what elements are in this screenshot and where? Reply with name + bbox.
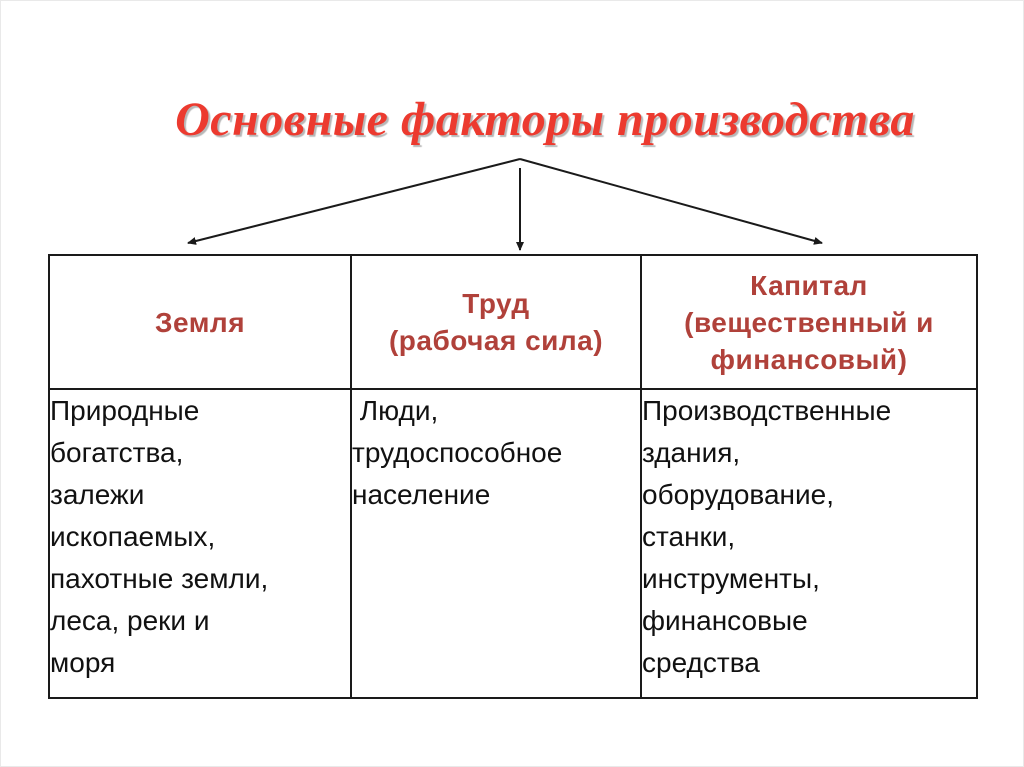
cell-labor <box>351 389 641 698</box>
cell-labor-line: Люди, <box>352 395 439 426</box>
cell-capital-line: инструменты, <box>642 563 820 594</box>
header-land-line: Земля <box>154 306 246 338</box>
cell-labor-line: трудоспособное <box>352 437 563 468</box>
cell-capital-line: оборудование, <box>642 479 835 510</box>
cell-capital-line: здания, <box>642 437 741 468</box>
cell-capital-line: Производственные <box>642 395 892 426</box>
factors-table <box>48 254 978 699</box>
arrow-to-capital <box>520 159 822 243</box>
arrow-to-land <box>188 159 520 243</box>
header-capital-line: финансовый) <box>710 343 908 375</box>
header-land <box>49 255 351 389</box>
cell-land-line: пахотные земли, <box>50 563 269 594</box>
cell-land-line: залежи <box>50 479 145 510</box>
header-labor <box>351 255 641 389</box>
cell-capital-line: станки, <box>642 521 736 552</box>
cell-land-line: леса, реки и <box>50 605 210 636</box>
cell-labor-line: население <box>352 479 491 510</box>
cell-land-line: ископаемых, <box>50 521 216 552</box>
slide-title: Основные факторы производства <box>175 93 915 146</box>
cell-capital-line: финансовые <box>642 605 808 636</box>
header-capital-line: (вещественный и <box>684 306 934 338</box>
cell-land-line: моря <box>50 647 116 678</box>
header-labor-line: (рабочая сила) <box>388 325 604 356</box>
body-row <box>49 389 977 698</box>
header-capital <box>641 255 977 389</box>
header-row <box>49 255 977 389</box>
cell-land <box>49 389 351 698</box>
cell-capital-line: средства <box>642 647 760 678</box>
header-labor-line: Труд <box>462 288 530 319</box>
cell-land-line: богатства, <box>50 437 184 468</box>
cell-capital <box>641 389 977 698</box>
header-capital-line: Капитал <box>750 269 868 301</box>
cell-land-line: Природные <box>50 395 200 426</box>
